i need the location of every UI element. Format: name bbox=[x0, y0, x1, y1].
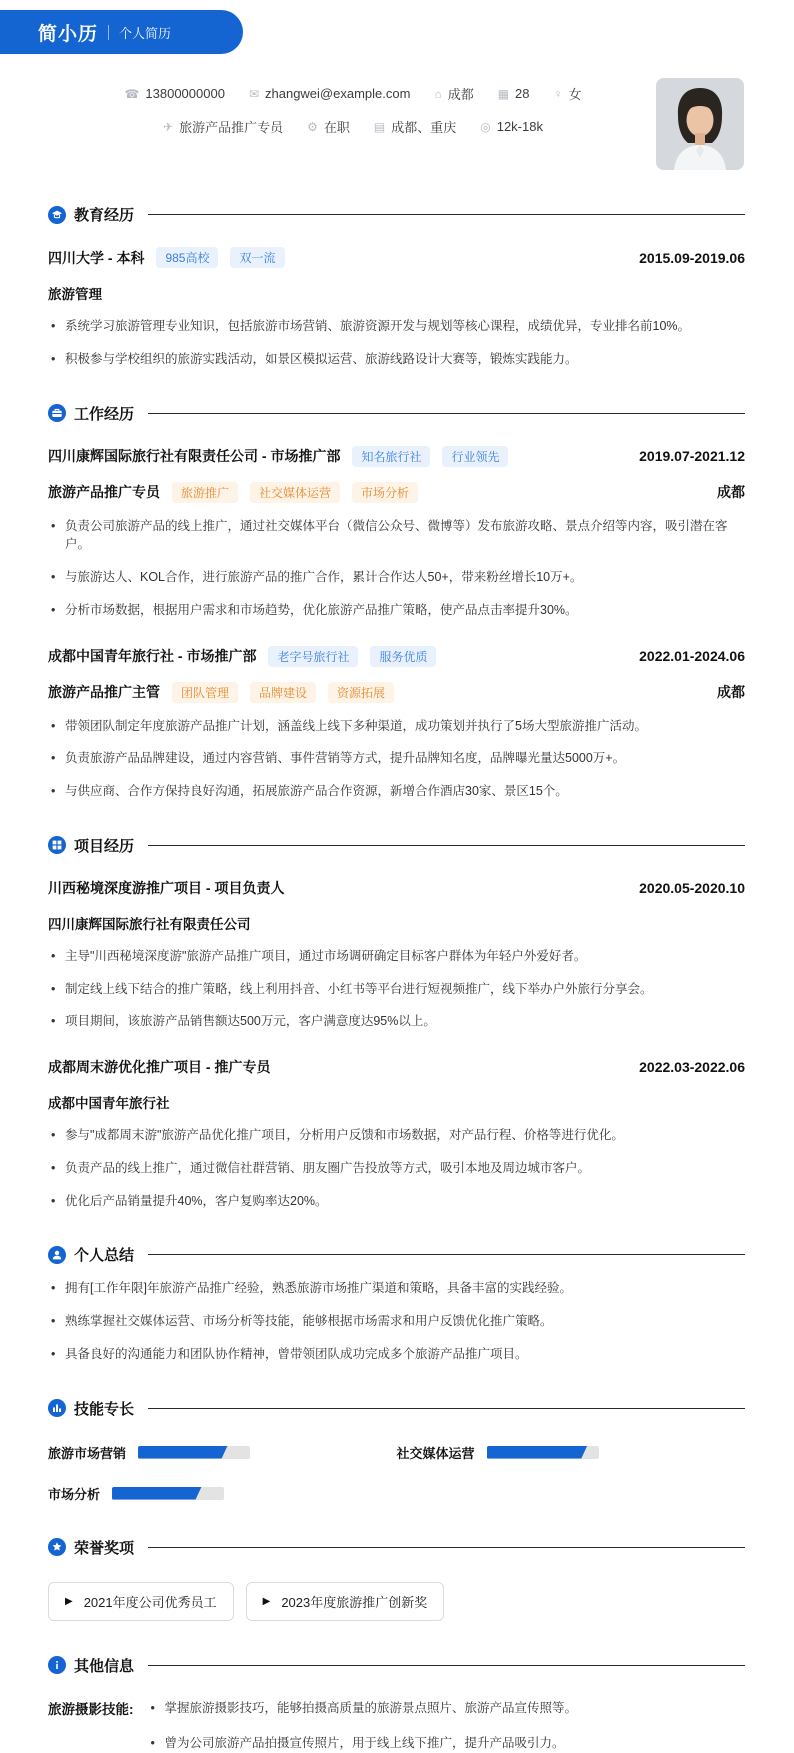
bullet-item: • 优化后产品销量提升40%，客户复购率达20%。 bbox=[48, 1192, 745, 1211]
gender-value: 女 bbox=[569, 84, 582, 103]
major-name: 旅游管理 bbox=[48, 283, 102, 303]
bullet-item: • 参与"成都周末游"旅游产品优化推广项目，分析用户反馈和市场数据，对产品行程、价格等进行优化。 bbox=[48, 1126, 745, 1145]
bullet-item: • 积极参与学校组织的旅游实践活动，如景区模拟运营、旅游线路设计大赛等，锻炼实践能力。 bbox=[48, 350, 745, 369]
section-projects bbox=[48, 835, 745, 1211]
role-tag: 团队管理 bbox=[172, 682, 238, 703]
brand-divider bbox=[108, 25, 109, 40]
company-name: 成都中国青年旅行社 - 市场推广部 bbox=[48, 646, 256, 666]
school-tag: 985高校 bbox=[156, 247, 218, 268]
company-name: 四川康辉国际旅行社有限责任公司 - 市场推广部 bbox=[48, 446, 340, 466]
work-entry bbox=[48, 646, 745, 801]
project-name: 成都周末游优化推广项目 - 推广专员 bbox=[48, 1057, 270, 1077]
phone-value: 13800000000 bbox=[145, 86, 225, 101]
major-row bbox=[48, 283, 745, 303]
grid-icon bbox=[48, 836, 66, 854]
age-item bbox=[498, 86, 530, 101]
bullet-item: • 系统学习旅游管理专业知识，包括旅游市场营销、旅游资源开发与规划等核心课程，成绩优异，专业排名前10%。 bbox=[48, 317, 745, 336]
award-label: 2021年度公司优秀员工 bbox=[84, 1592, 217, 1611]
section-honors bbox=[48, 1537, 745, 1621]
work-header bbox=[48, 403, 745, 424]
gender-icon: ♀ bbox=[554, 87, 563, 101]
education-entry bbox=[48, 247, 745, 268]
skill-item bbox=[48, 1443, 397, 1462]
work-date: 2022.01-2024.06 bbox=[639, 648, 745, 664]
company-tag: 知名旅行社 bbox=[352, 446, 430, 467]
school-name: 四川大学 - 本科 bbox=[48, 248, 144, 268]
school-tag: 双一流 bbox=[230, 247, 284, 268]
bullet-item: • 负责产品的线上推广，通过微信社群营销、朋友圈广告投放等方式，吸引本地及周边城市客户。 bbox=[48, 1159, 745, 1178]
status-value: 在职 bbox=[324, 117, 350, 136]
section-title: 个人总结 bbox=[74, 1244, 134, 1265]
section-title: 项目经历 bbox=[74, 835, 134, 856]
section-summary bbox=[48, 1244, 745, 1363]
section-divider bbox=[148, 845, 745, 846]
graduation-cap-icon bbox=[48, 206, 66, 224]
project-name: 川西秘境深度游推广项目 - 项目负责人 bbox=[48, 878, 284, 898]
project-row bbox=[48, 1057, 745, 1077]
calendar-icon: ▦ bbox=[498, 87, 509, 101]
project-org-row bbox=[48, 913, 745, 933]
skills-header bbox=[48, 1398, 745, 1419]
other-bullets bbox=[148, 1698, 746, 1753]
contact-block bbox=[50, 78, 656, 170]
company-tag: 老字号旅行社 bbox=[268, 646, 358, 667]
role-name: 旅游产品推广专员 bbox=[48, 482, 160, 502]
work-entry bbox=[48, 446, 745, 620]
document-icon: ▤ bbox=[374, 120, 385, 134]
company-row bbox=[48, 646, 745, 667]
skill-bar-fill bbox=[112, 1487, 202, 1500]
bullet-item: • 带领团队制定年度旅游产品推广计划，涵盖线上线下多种渠道，成功策划并执行了5场大型旅游推广活动。 bbox=[48, 717, 745, 736]
work-bullets bbox=[48, 517, 745, 620]
salary-item bbox=[480, 119, 543, 134]
bullet-item: • 熟练掌握社交媒体运营、市场分析等技能，能够根据市场需求和用户反馈优化推广策略。 bbox=[48, 1312, 745, 1331]
role-tag: 社交媒体运营 bbox=[250, 482, 340, 503]
phone-item bbox=[124, 86, 224, 101]
company-tag: 服务优质 bbox=[370, 646, 436, 667]
email-item bbox=[249, 86, 411, 101]
job-title-item bbox=[163, 117, 283, 136]
role-row bbox=[48, 482, 745, 503]
brand-logo: 简小历 bbox=[38, 19, 98, 46]
age-value: 28 bbox=[515, 86, 529, 101]
bullet-item: • 负责公司旅游产品的线上推广，通过社交媒体平台（微信公众号、微博等）发布旅游攻略、景点介绍等内容，吸引潜在客户。 bbox=[48, 517, 745, 555]
role-tag: 市场分析 bbox=[352, 482, 418, 503]
section-divider bbox=[148, 413, 745, 414]
project-date: 2022.03-2022.06 bbox=[639, 1059, 745, 1075]
section-title: 其他信息 bbox=[74, 1655, 134, 1676]
work-location: 成都 bbox=[717, 682, 745, 702]
contact-row-2 bbox=[163, 117, 543, 136]
skill-item bbox=[397, 1443, 746, 1462]
section-title: 工作经历 bbox=[74, 403, 134, 424]
bullet-item: • 负责旅游产品品牌建设，通过内容营销、事件营销等方式，提升品牌知名度，品牌曝光量达5000万+。 bbox=[48, 749, 745, 768]
summary-bullets bbox=[48, 1279, 745, 1363]
project-bullets bbox=[48, 947, 745, 1031]
education-header bbox=[48, 204, 745, 225]
project-bullets bbox=[48, 1126, 745, 1210]
work-bullets bbox=[48, 717, 745, 801]
bullet-item: • 分析市场数据，根据用户需求和市场趋势，优化旅游产品推广策略，使产品点击率提升30%。 bbox=[48, 601, 745, 620]
company-row bbox=[48, 446, 745, 467]
target-cities-item bbox=[374, 117, 456, 136]
role-row bbox=[48, 682, 745, 703]
gender-item bbox=[554, 84, 582, 103]
education-date: 2015.09-2019.06 bbox=[639, 250, 745, 266]
section-divider bbox=[148, 214, 745, 215]
work-date: 2019.07-2021.12 bbox=[639, 448, 745, 464]
job-title-value: 旅游产品推广专员 bbox=[179, 117, 283, 136]
bullet-item: • 与供应商、合作方保持良好沟通，拓展旅游产品合作资源，新增合作酒店30家、景区15个。 bbox=[48, 782, 745, 801]
bullet-item: • 主导"川西秘境深度游"旅游产品推广项目，通过市场调研确定目标客户群体为年轻户外爱好者。 bbox=[48, 947, 745, 966]
award-list bbox=[48, 1582, 745, 1621]
company-tag: 行业领先 bbox=[442, 446, 508, 467]
bar-chart-icon bbox=[48, 1399, 66, 1417]
award-badge bbox=[246, 1582, 445, 1621]
profile-photo bbox=[656, 78, 744, 170]
project-org: 成都中国青年旅行社 bbox=[48, 1092, 170, 1112]
contact-row-1 bbox=[124, 84, 581, 103]
work-location: 成都 bbox=[717, 482, 745, 502]
other-entry bbox=[48, 1698, 745, 1753]
paper-plane-icon: ✈ bbox=[163, 120, 173, 134]
skill-bar-track bbox=[487, 1446, 599, 1459]
play-icon: ▶ bbox=[65, 1596, 73, 1607]
briefcase-icon bbox=[48, 404, 66, 422]
resume-header bbox=[50, 78, 744, 170]
education-bullets bbox=[48, 317, 745, 369]
section-title: 教育经历 bbox=[74, 204, 134, 225]
bullet-item: • 与旅游达人、KOL合作，进行旅游产品的推广合作，累计合作达人50+，带来粉丝增长10万+。 bbox=[48, 568, 745, 587]
section-other bbox=[48, 1655, 745, 1753]
bullet-item: • 曾为公司旅游产品拍摄宣传照片，用于线上线下推广，提升产品吸引力。 bbox=[148, 1734, 746, 1753]
section-education bbox=[48, 204, 745, 369]
resume-body bbox=[0, 204, 794, 1753]
section-divider bbox=[148, 1665, 745, 1666]
project-entry bbox=[48, 878, 745, 1031]
skill-bar-track bbox=[138, 1446, 250, 1459]
brand-banner bbox=[0, 10, 243, 54]
summary-header bbox=[48, 1244, 745, 1265]
role-tag: 品牌建设 bbox=[250, 682, 316, 703]
person-icon bbox=[48, 1246, 66, 1264]
project-org: 四川康辉国际旅行社有限责任公司 bbox=[48, 913, 251, 933]
bullet-item: • 制定线上线下结合的推广策略，线上利用抖音、小红书等平台进行短视频推广，线下举办户外旅行分享会。 bbox=[48, 980, 745, 999]
skill-bar-fill bbox=[487, 1446, 588, 1459]
brand-subtitle: 个人简历 bbox=[119, 23, 171, 42]
section-divider bbox=[148, 1254, 745, 1255]
target-icon: ◎ bbox=[480, 120, 490, 134]
project-org-row bbox=[48, 1092, 745, 1112]
play-icon: ▶ bbox=[263, 1596, 271, 1607]
skill-list bbox=[48, 1443, 745, 1503]
section-work bbox=[48, 403, 745, 801]
award-label: 2023年度旅游推广创新奖 bbox=[281, 1592, 427, 1611]
avatar bbox=[656, 78, 744, 170]
section-divider bbox=[148, 1547, 745, 1548]
skill-item bbox=[48, 1484, 397, 1503]
bullet-item: • 拥有[工作年限]年旅游产品推广经验，熟悉旅游市场推广渠道和策略，具备丰富的实践经验。 bbox=[48, 1279, 745, 1298]
gear-icon: ⚙ bbox=[307, 120, 318, 134]
role-tag: 资源拓展 bbox=[328, 682, 394, 703]
medal-icon bbox=[48, 1538, 66, 1556]
salary-value: 12k-18k bbox=[497, 119, 543, 134]
target-cities-value: 成都、重庆 bbox=[391, 117, 456, 136]
status-item bbox=[307, 117, 350, 136]
skill-bar-fill bbox=[138, 1446, 228, 1459]
section-title: 技能专长 bbox=[74, 1398, 134, 1419]
other-header bbox=[48, 1655, 745, 1676]
skill-bar-track bbox=[112, 1487, 224, 1500]
other-skill-label: 旅游摄影技能: bbox=[48, 1698, 134, 1753]
bullet-item: • 具备良好的沟通能力和团队协作精神，曾带领团队成功完成多个旅游产品推广项目。 bbox=[48, 1345, 745, 1364]
skill-label: 市场分析 bbox=[48, 1484, 100, 1503]
section-skills bbox=[48, 1398, 745, 1503]
project-date: 2020.05-2020.10 bbox=[639, 880, 745, 896]
role-name: 旅游产品推广主管 bbox=[48, 682, 160, 702]
projects-header bbox=[48, 835, 745, 856]
location-icon: ⌂ bbox=[434, 87, 441, 101]
bullet-item: • 项目期间，该旅游产品销售额达500万元，客户满意度达95%以上。 bbox=[48, 1012, 745, 1031]
skill-label: 社交媒体运营 bbox=[397, 1443, 475, 1462]
project-entry bbox=[48, 1057, 745, 1210]
project-row bbox=[48, 878, 745, 898]
role-tag: 旅游推广 bbox=[172, 482, 238, 503]
mail-icon: ✉ bbox=[249, 87, 259, 101]
skill-label: 旅游市场营销 bbox=[48, 1443, 126, 1462]
city-item bbox=[434, 84, 473, 103]
bullet-item: • 掌握旅游摄影技巧，能够拍摄高质量的旅游景点照片、旅游产品宣传照等。 bbox=[148, 1699, 746, 1718]
phone-icon: ☎ bbox=[124, 87, 139, 101]
honors-header bbox=[48, 1537, 745, 1558]
email-value: zhangwei@example.com bbox=[265, 86, 410, 101]
info-icon bbox=[48, 1656, 66, 1674]
section-divider bbox=[148, 1408, 745, 1409]
section-title: 荣誉奖项 bbox=[74, 1537, 134, 1558]
city-value: 成都 bbox=[448, 84, 474, 103]
award-badge bbox=[48, 1582, 234, 1621]
